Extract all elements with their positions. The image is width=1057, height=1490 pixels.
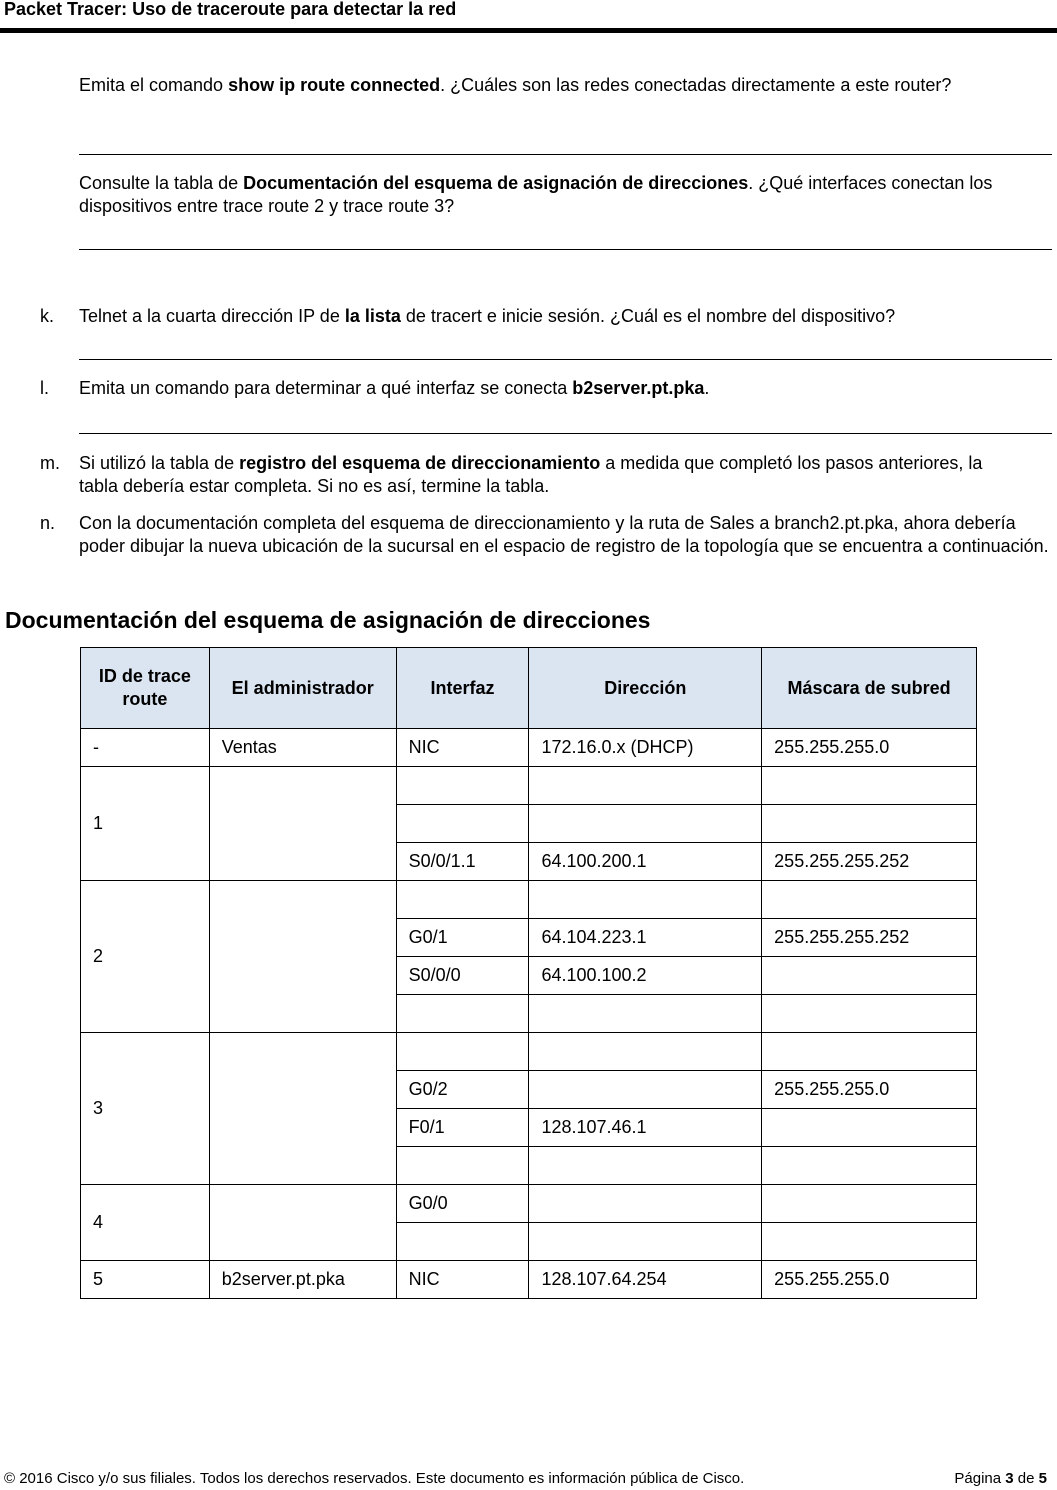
step-letter: k.: [40, 306, 55, 326]
cell-interface: [396, 1147, 529, 1185]
cell-address: 64.100.200.1: [529, 843, 762, 881]
cell-interface: S0/0/0: [396, 957, 529, 995]
cell-mask: [762, 1223, 977, 1261]
page-current: 3: [1005, 1470, 1014, 1487]
step-letter: n.: [40, 513, 56, 533]
step-bold: la lista: [344, 306, 401, 326]
header-admin: El administrador: [209, 648, 396, 729]
cell-interface: [396, 767, 529, 805]
header-interface: Interfaz: [396, 648, 529, 729]
question-text: Emita el comando: [79, 75, 229, 95]
answer-line: [79, 359, 1052, 360]
question-text: Consulte la tabla de: [79, 173, 244, 193]
cell-address: 128.107.46.1: [529, 1109, 762, 1147]
cell-address: [529, 1033, 762, 1071]
answer-line: [79, 249, 1052, 250]
step-text: Si utilizó la tabla de: [79, 453, 240, 473]
cell-address: 64.104.223.1: [529, 919, 762, 957]
table-row: [81, 767, 977, 805]
cell-interface: G0/1: [396, 919, 529, 957]
cell-mask: 255.255.255.0: [762, 1071, 977, 1109]
step-letter: l.: [40, 378, 49, 398]
cell-admin: [209, 1185, 396, 1261]
cell-admin: [209, 767, 396, 881]
cell-mask: [762, 881, 977, 919]
cell-mask: [762, 995, 977, 1033]
cell-interface: [396, 1033, 529, 1071]
cell-address: [529, 1223, 762, 1261]
table-row: [81, 729, 977, 767]
page-title: Packet Tracer: Uso de traceroute para detectar la red: [4, 0, 457, 19]
step-l: [79, 377, 1039, 400]
question-interfaces: [79, 172, 1039, 218]
cell-trace-id: 5: [81, 1261, 210, 1299]
cell-admin: [209, 881, 396, 1033]
cell-mask: [762, 1033, 977, 1071]
table-row: [81, 1033, 977, 1071]
cell-interface: [396, 995, 529, 1033]
step-text: Emita un comando para determinar a qué interfaz se conecta: [79, 378, 573, 398]
cell-address: [529, 767, 762, 805]
page-of-label: de: [1017, 1470, 1035, 1487]
question-table-ref: Documentación del esquema de asignación de direcciones: [243, 173, 749, 193]
cell-mask: [762, 957, 977, 995]
step-m: [79, 452, 1009, 498]
cell-admin: Ventas: [209, 729, 396, 767]
cell-address: [529, 881, 762, 919]
question-show-ip-route: [79, 74, 1039, 97]
cell-interface: [396, 805, 529, 843]
cell-mask: [762, 767, 977, 805]
cell-interface: G0/2: [396, 1071, 529, 1109]
step-text: .: [704, 378, 710, 398]
cell-interface: [396, 1223, 529, 1261]
cell-mask: [762, 1147, 977, 1185]
table-row: [81, 1261, 977, 1299]
cell-address: [529, 805, 762, 843]
table-row: [81, 1185, 977, 1223]
header-trace-id: ID de trace route: [81, 648, 210, 729]
footer-page-number: [954, 1470, 1047, 1487]
step-text: Telnet a la cuarta dirección IP de: [79, 306, 345, 326]
question-text: . ¿Qué interfaces conectan los dispositivos entre trace route 2 y trace route 3?: [79, 173, 993, 216]
page-label: Página: [954, 1470, 1002, 1487]
cell-address: 64.100.100.2: [529, 957, 762, 995]
cell-interface: S0/0/1.1: [396, 843, 529, 881]
step-bold: registro del esquema de direccionamiento: [239, 453, 601, 473]
answer-line: [79, 433, 1052, 434]
cell-mask: 255.255.255.252: [762, 919, 977, 957]
footer-copyright: © 2016 Cisco y/o sus filiales. Todos los derechos reservados. Este documento es información pública de Cisco.: [4, 1470, 745, 1487]
cell-mask: 255.255.255.0: [762, 1261, 977, 1299]
table-row: [81, 881, 977, 919]
cell-interface: NIC: [396, 1261, 529, 1299]
cell-address: [529, 1185, 762, 1223]
cell-mask: 255.255.255.252: [762, 843, 977, 881]
step-text: a medida que completó los pasos anteriores, la tabla debería estar completa. Si no es así, termine la tabla.: [79, 453, 983, 496]
cell-trace-id: 3: [81, 1033, 210, 1185]
cell-admin: [209, 1033, 396, 1185]
cell-admin: b2server.pt.pka: [209, 1261, 396, 1299]
page-header: [0, 0, 1057, 33]
cell-address: 172.16.0.x (DHCP): [529, 729, 762, 767]
cell-address: [529, 995, 762, 1033]
question-command: show ip route connected: [228, 75, 441, 95]
cell-trace-id: 1: [81, 767, 210, 881]
cell-address: 128.107.64.254: [529, 1261, 762, 1299]
header-address: Dirección: [529, 648, 762, 729]
step-bold: b2server.pt.pka: [572, 378, 705, 398]
cell-mask: [762, 805, 977, 843]
cell-trace-id: 4: [81, 1185, 210, 1261]
cell-interface: G0/0: [396, 1185, 529, 1223]
question-text: . ¿Cuáles son las redes conectadas directamente a este router?: [440, 75, 952, 95]
cell-interface: [396, 881, 529, 919]
cell-address: [529, 1147, 762, 1185]
answer-line: [79, 154, 1052, 155]
addressing-table: [80, 647, 977, 1299]
cell-mask: 255.255.255.0: [762, 729, 977, 767]
cell-trace-id: -: [81, 729, 210, 767]
table-header-row: [81, 648, 977, 729]
step-letter: m.: [40, 453, 60, 473]
page-total: 5: [1038, 1470, 1047, 1487]
cell-interface: NIC: [396, 729, 529, 767]
cell-interface: F0/1: [396, 1109, 529, 1147]
cell-mask: [762, 1109, 977, 1147]
header-mask: Máscara de subred: [762, 648, 977, 729]
step-k: [79, 305, 1039, 328]
step-n: Con la documentación completa del esquema de direccionamiento y la ruta de Sales a branch2.pt.pka, ahora debería poder dibujar la nueva ubicación de la sucursal en el espacio de registro de la topología que se encuentra a continuación.: [79, 513, 1049, 556]
cell-trace-id: 2: [81, 881, 210, 1033]
section-title: Documentación del esquema de asignación de direcciones: [5, 607, 651, 633]
cell-address: [529, 1071, 762, 1109]
cell-mask: [762, 1185, 977, 1223]
step-text: de tracert e inicie sesión. ¿Cuál es el nombre del dispositivo?: [400, 306, 896, 326]
